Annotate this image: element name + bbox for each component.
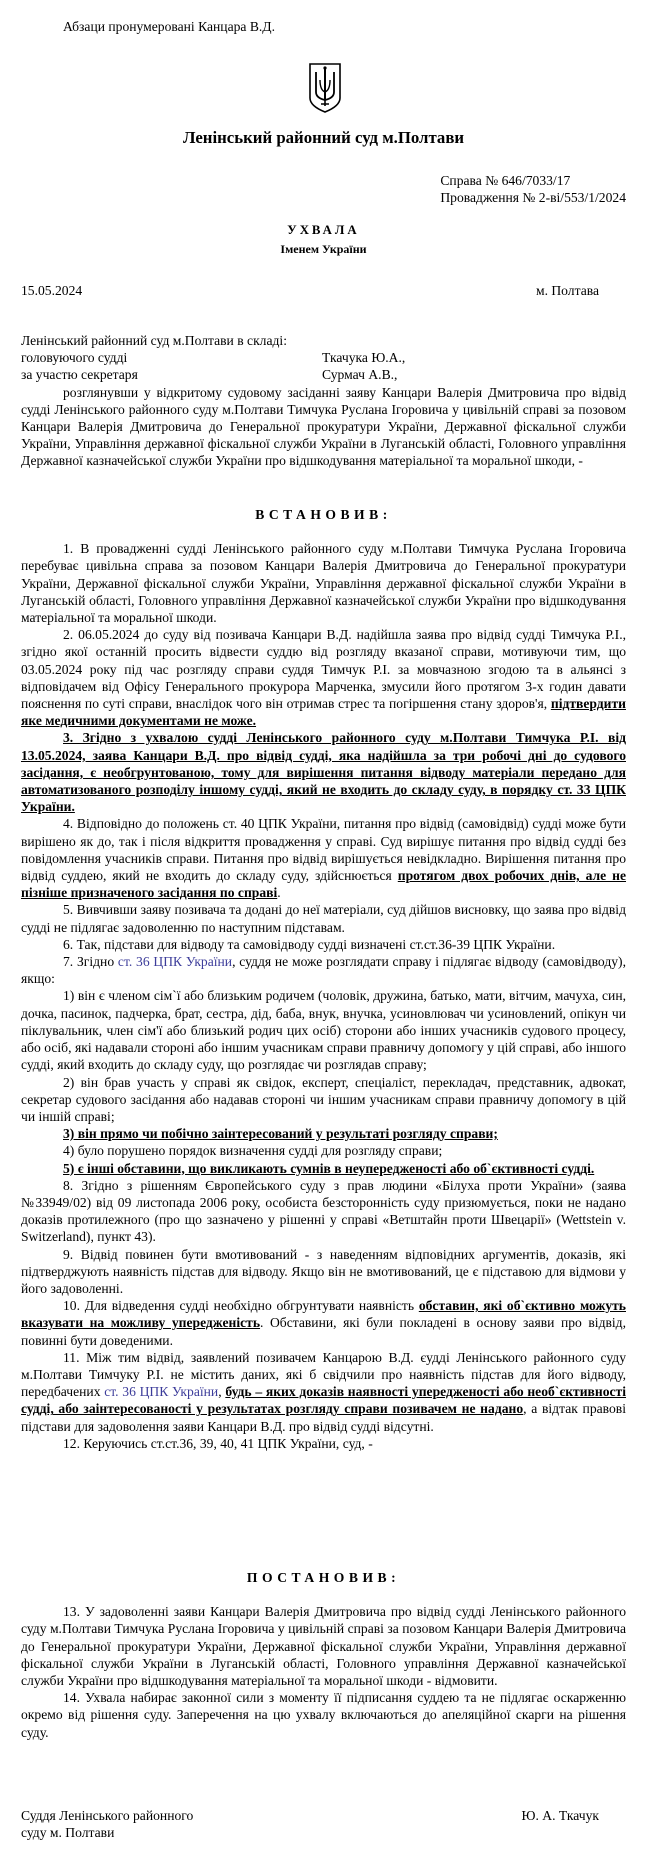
case-info <box>440 172 626 206</box>
document-date: 15.05.2024 <box>21 283 83 298</box>
signature-name: Ю. А. Ткачук <box>521 1808 599 1823</box>
paragraph-7: 7. Згідно ст. 36 ЦПК України, суддя не може розглядати справу і підлягає відводу (самовідводу), якщо: <box>21 954 626 987</box>
paragraph-2-emphasis: підтвердити яке медичними документами не може. <box>21 696 626 729</box>
numbering-note: Абзаци пронумеровані Канцара В.Д. <box>63 19 275 34</box>
subclause-2: 2) він брав участь у справі як свідок, експерт, спеціаліст, перекладач, представник, адвокат, секретар судового засідання або надавав стороні чи іншим учасникам справи правничу допомогу в цій чи іншій справі; <box>21 1074 626 1124</box>
subclause-1: 1) він є членом сім`ї або близьким родичем (чоловік, дружина, батько, мати, вітчим, мачуха, син, дочка, пасинок, падчерка, брат, сестра, дід, баба, внук, внучка, усиновлювач чи усиновлений, опікун чи піклувальник, член сім'ї або близький родич цих осіб) сторони або інших учасників судового процесу, або осіб, які надавали стороні або іншим учасникам справи правничу допомогу у цій справі, або іншого судді, який входить до складу суду, що розглядає чи розглядав справу; <box>21 988 626 1073</box>
paragraph-14: 14. Ухвала набирає законної сили з моменту її підписання суддею та не підлягає оскарженню окремо від рішення суду. Заперечення на цю ухвалу включаються до апеляційної скарги на рішення суду. <box>21 1690 626 1740</box>
paragraph-12: 12. Керуючись ст.ст.36, 39, 40, 41 ЦПК України, суд, - <box>63 1435 373 1451</box>
paragraph-9: 9. Відвід повинен бути вмотивований - з наведенням відповідних аргументів, доказів, які підтверджують наявність підстав для відводу. Якщо він не вмотивований, це є підставою для відмови у його задоволенні. <box>21 1246 626 1296</box>
signature-title: Суддя Ленінського районного суду м. Полтави <box>21 1808 194 1841</box>
paragraph-3: 3. Згідно з ухвалою судді Ленінського районного суду м.Полтави Тимчука Р.І. від 13.05.2024, заява Канцари В.Д. про відвід судді, яка надійшла за три робочі дні до судового засідання, є необгрунтованою, тому для вирішення питання відводу матеріали передано для автоматизованого розподілу іншому судді, який не входить до складу суду, в порядку ст. 33 ЦПК України. <box>21 730 626 815</box>
paragraph-11: 11. Між тим відвід, заявлений позивачем Канцарою В.Д. єудді Ленінського районного суду м.Полтави Тимчуку Р.І. не містить даних, які б свідчили про наявність підстав для його відводу, передбачених ст. 36 ЦПК України, будь – яких доказів наявності упередженості або необ`єктивності судді, або заінтересованості у результатах розгляду справи позивачем не надано, а відтак правові підстави для задоволення заяви Канцари В.Д. про відвід судді відсутні. <box>21 1349 627 1434</box>
secretary-row <box>21 366 626 383</box>
resolution-section <box>21 1569 626 1741</box>
article-36-link-2[interactable]: ст. 36 ЦПК України <box>104 1384 219 1400</box>
paragraph-13: 13. У задоволенні заяви Канцари Валерія Дмитровича про відвід судді Ленінського районного суду м.Полтави Тимчука Руслана Ігоровича у цивільній справі за позовом Канцари Валерія Дмитровича до Генеральної прокуратури України, Державної фіскальної служби України, Управління державної фіскальної служби України в Луганській області, Головного управління Державної казначейської служби України про відшкодування матеріальної та моральної шкоди - відмовити. <box>21 1604 626 1689</box>
document-city: м. Полтава <box>535 283 599 298</box>
judge-row <box>21 349 626 366</box>
paragraph-8: 8. Згідно з рішенням Європейського суду з прав людини «Білуха проти України» (заява №33949/02) від 09 листопада 2006 року, особиста безсторонність суду призюмується, поки не надано доказів протилежного (про що зазначено у рішенні у справі «Ветштайн проти Швецарії» (Wettstein v. Switzerland), пункт 43). <box>21 1177 626 1245</box>
subclause-3: 3) він прямо чи побічно заінтересований у результаті розгляду справи; <box>63 1126 498 1142</box>
secretary-role: за участю секретаря <box>21 367 138 383</box>
considered-paragraph: розглянувши у відкритому судовому засіданні заяву Канцари Валерія Дмитровича про відвід судді Ленінського районного суду м.Полтави Тимчука Руслана Ігоровича у цивільній справі за позовом Канцари Валерія Дмитровича до Генеральної прокуратури України, Державної фіскальної служби України, Управління державної фіскальної служби України в Луганській області, Головного управління Державної казначейської служби України про відшкодування матеріальної та моральної шкоди, - <box>21 384 626 469</box>
court-title: Ленінський районний суд м.Полтави <box>182 128 465 147</box>
paragraph-1: 1. В провадженні судді Ленінського районного суду м.Полтави Тимчука Руслана Ігоровича перебуває цивільна справа за позовом Канцари Валерія Дмитровича до Генеральної прокуратури України, Державної фіскальної служби України, Управління державної фіскальної служби України в Луганській області, Головного управління Державної казначейської служби України про відшкодування матеріальної та моральної шкоди. <box>21 541 626 626</box>
subclause-4: 4) було порушено порядок визначення судді для розгляду справи; <box>63 1143 443 1159</box>
heading-established: ВСТАНОВИВ: <box>255 507 392 522</box>
judge-role: головуючого судді <box>21 350 128 366</box>
court-composition <box>21 332 626 470</box>
paragraph-11-emphasis: будь – яких доказів наявності упередженості або необ`єктивності судді, або заінтересованості у результатах розгляду справи позивачем не надано <box>21 1384 627 1417</box>
paragraph-4-emphasis: протягом двох робочих днів, але не пізніше призначеного засідання по справі <box>21 868 627 901</box>
ukraine-trident-emblem-icon <box>308 62 342 114</box>
composition-intro: Ленінський районний суд м.Полтави в складі: <box>21 333 287 348</box>
paragraph-5: 5. Вивчивши заяву позивача та додані до неї матеріали, суд дійшов висновку, що заява про відвід судді не підлягає задоволенню по наступним підставам. <box>21 902 626 935</box>
paragraph-10-emphasis: обставин, які об`єктивно можуть вказувати на можливу упередженість <box>21 1298 626 1331</box>
case-number: Справа № 646/7033/17 <box>440 173 571 188</box>
established-section <box>21 506 626 1452</box>
paragraph-2: 2. 06.05.2024 до суду від позивача Канцари В.Д. надійшла заява про відвід судді Тимчука Р.І., згідно якої останній просить відвести суддю від розгляду вказаної справи, мотивуючи тим, що 03.05.2024 року під час розгляду справи суддя Тимчук Р.І. за мовчазною згодою та в альянсі з відповідачем від Офісу Генерального прокурора Марченка, змусили його протягом 3-х годин давати пояснення по суті справи, внаслідок чого він отримав стрес та погіршення стану здоров'я, підтвердити яке медичними документами не може. <box>21 627 626 729</box>
paragraph-6: 6. Так, підстави для відводу та самовідводу судді визначені ст.ст.36-39 ЦПК України. <box>63 936 556 952</box>
document-subtitle: Іменем України <box>280 242 367 256</box>
judge-name: Ткачука Ю.А., <box>322 350 406 366</box>
article-36-link[interactable]: ст. 36 ЦПК України <box>117 954 233 970</box>
heading-resolved: ПОСТАНОВИВ: <box>246 1570 401 1585</box>
document-type: УХВАЛА <box>287 223 360 237</box>
subclause-5: 5) є інші обставини, що викликають сумнів в неупередженості або об`єктивності судді. <box>63 1160 595 1176</box>
paragraph-10: 10. Для відведення судді необхідно обгрунтувати наявність обставин, які об`єктивно можуть вказувати на можливу упередженість. Обставини, які були покладені в основу заяви про відвід, повинні бути доведеними. <box>21 1298 626 1348</box>
secretary-name: Сурмач А.В., <box>322 367 398 383</box>
paragraph-4: 4. Відповідно до положень ст. 40 ЦПК України, питання про відвід (самовідвід) судді може бути вирішено як до, так і після відкриття провадження у справі. Суд вирішує питання про відвід судді без повідомлення учасників справи. Питання про відвід вирішується невідкладно. Вирішення питання про відвід суддею, який не входить до складу суду, здійснюється протягом двох робочих днів, але не пізніше призначеного засідання по справі. <box>21 816 627 901</box>
proceeding-number: Провадження № 2-ві/553/1/2024 <box>440 190 626 206</box>
